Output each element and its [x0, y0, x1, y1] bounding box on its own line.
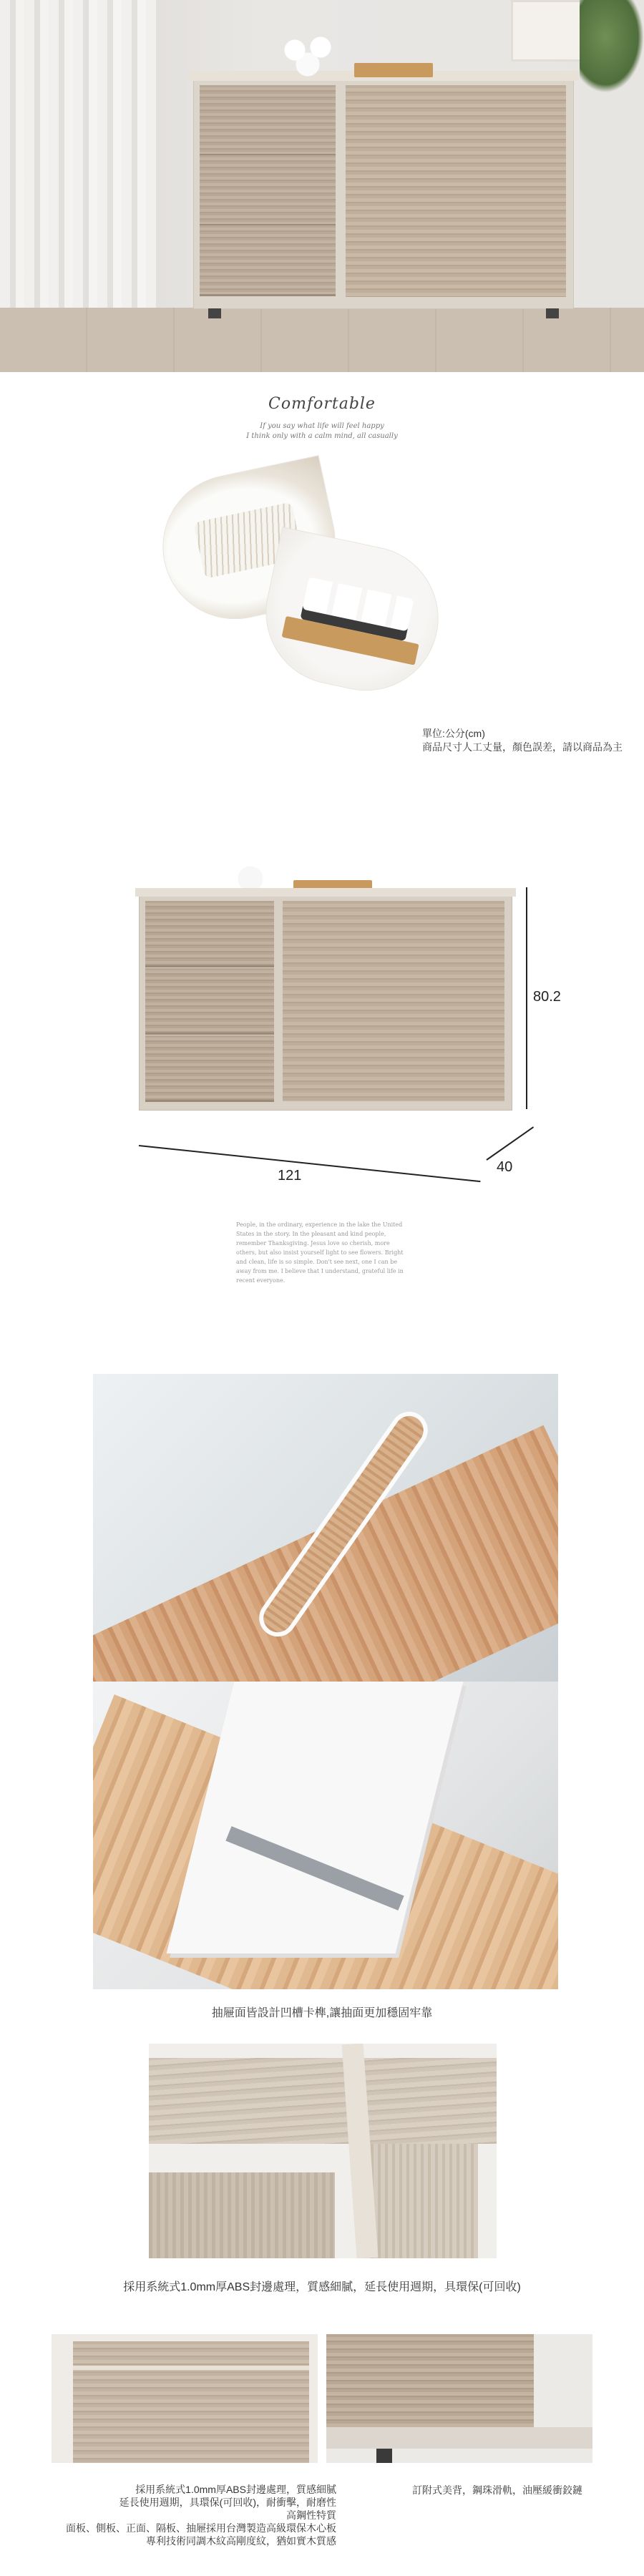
decor-tray	[354, 63, 433, 77]
detail-photo-drawer-front	[52, 2334, 318, 2463]
drawer	[145, 1035, 274, 1102]
detail-photo-drawer-track	[93, 1682, 558, 1989]
unit-note	[422, 727, 644, 754]
caption-left-line: 高鋼性特質	[286, 2509, 336, 2521]
unit-label: 單位:公分(cm)	[422, 728, 485, 739]
detail-photo-drawer-groove	[93, 1374, 558, 1682]
door-panel	[326, 2334, 534, 2427]
caption-left-line: 延長使用週期，具環保(可回收)，耐衝擊，耐磨性	[119, 2497, 336, 2508]
curtain	[0, 0, 157, 336]
drawer-edge	[73, 2366, 309, 2370]
caption-left-line: 專利技術同調木紋高剛度紋，猶如實木質感	[146, 2535, 336, 2547]
wood-lower	[149, 2172, 335, 2258]
width-dimension-line	[139, 1145, 481, 1182]
comfortable-subline: If you say what life will feel happy	[260, 422, 384, 430]
decor-cups	[275, 21, 340, 79]
drawer	[145, 901, 274, 967]
drawer	[145, 968, 274, 1035]
height-dimension-line	[526, 887, 527, 1109]
caption-groove: 抽屜面皆設計凹槽卡榫,讓抽面更加穩固牢靠	[211, 2007, 433, 2019]
caption-right-line: 訂附式美背，鋼珠滑軌，油壓緩衝鉸鏈	[412, 2484, 582, 2496]
depth-value: 40	[497, 1159, 513, 1175]
drawer	[200, 155, 336, 226]
caption-left-line: 採用系統式1.0mm厚ABS封邊處理，質感細膩	[135, 2484, 336, 2495]
drawer-front	[73, 2341, 309, 2463]
caption-edge: 採用系統式1.0mm厚ABS封邊處理，質感細膩，延長使用週期，具環保(可回收)	[123, 2281, 521, 2293]
sliding-door	[346, 85, 566, 297]
sliding-door	[283, 901, 504, 1101]
depth-dimension-line	[486, 1126, 534, 1161]
detail-photo-edge-banding	[149, 2044, 497, 2258]
cabinet-foot	[376, 2449, 392, 2463]
sideboard-cabinet	[139, 894, 512, 1111]
drawer	[200, 85, 336, 156]
cabinet-top	[135, 888, 516, 897]
english-paragraph: People, in the ordinary, experience in the lake the United States in the story. In the pleasant and kind people, remember Thanksgiving. Jesus love so cherish, more others, but also insist yourself light to see flowers. Bright and clean, life is so simple. Don't see next, one I can be away from me. I believe that I understand, grateful life in recent everyone.	[236, 1221, 404, 1284]
comfortable-title: Comfortable	[268, 395, 376, 413]
cabinet-foot	[208, 308, 221, 318]
plant	[580, 0, 644, 93]
cabinet-corner	[364, 2144, 478, 2258]
decor-cups	[222, 823, 279, 894]
drawer	[200, 225, 336, 296]
comfortable-subline: I think only with a calm mind, all casually	[246, 432, 398, 440]
height-value: 80.2	[533, 989, 561, 1005]
caption-left-line: 面板、側板、正面、隔板、抽屜採用台灣製造高級環保木心板	[66, 2522, 336, 2534]
cabinet-foot	[546, 308, 559, 318]
sideboard-cabinet	[193, 79, 574, 309]
wall-picture	[511, 0, 587, 62]
width-value: 121	[278, 1168, 302, 1184]
detail-bubble-cups	[253, 527, 451, 703]
dimension-drawing	[114, 809, 561, 1195]
cabinet-base	[326, 2427, 592, 2449]
hero-product-photo	[0, 0, 644, 372]
wood-slab	[149, 2058, 497, 2144]
measurement-disclaimer: 商品尺寸人工丈量，顏色誤差，請以商品為主	[422, 741, 623, 753]
detail-photo-base	[326, 2334, 592, 2463]
